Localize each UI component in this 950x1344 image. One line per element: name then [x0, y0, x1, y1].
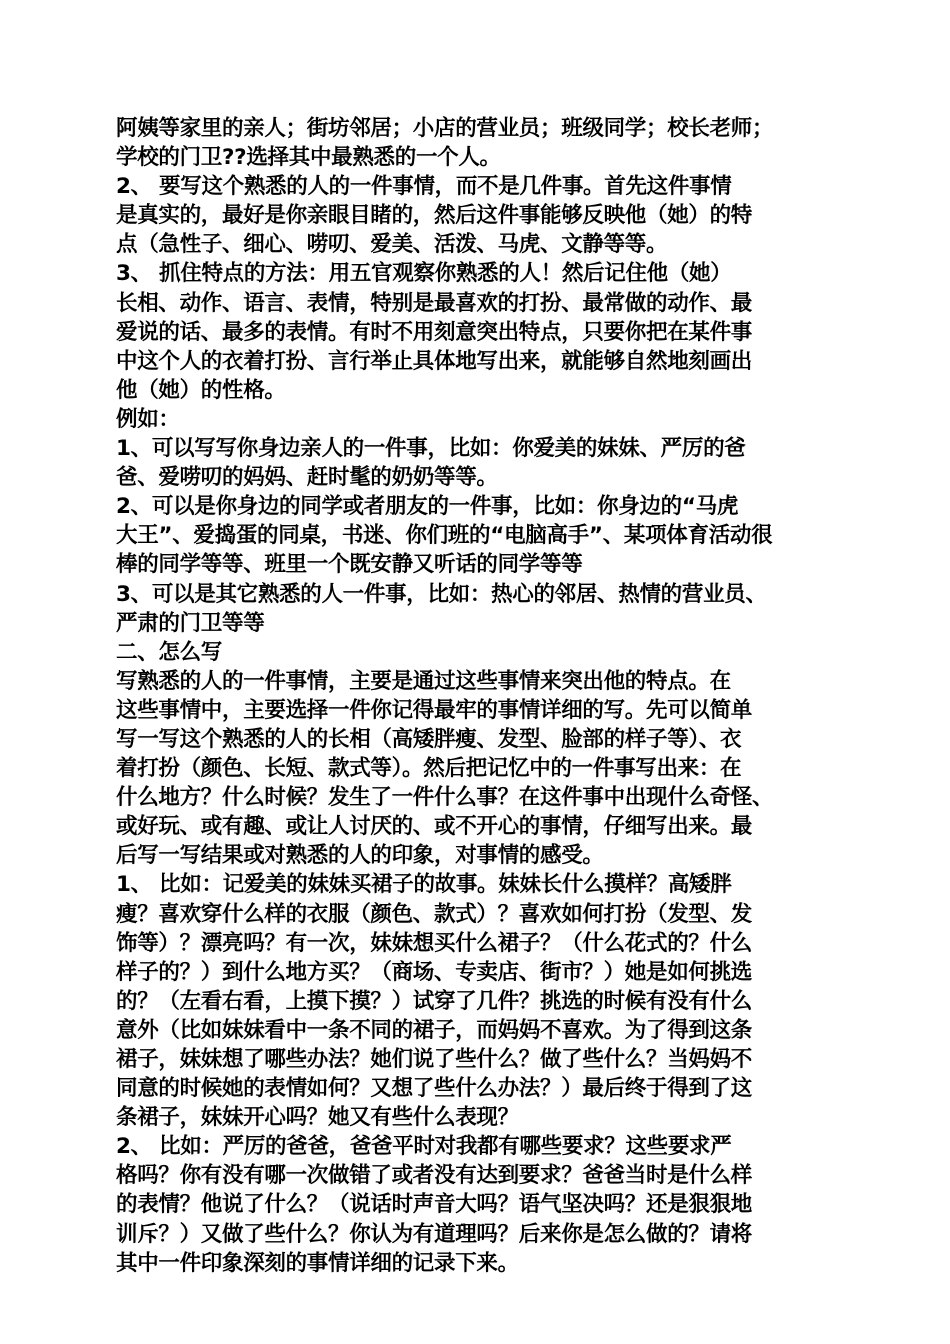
text-line: 1、可以写写你身边亲人的一件事，比如：你爱美的妹妹、严厉的爸 [116, 436, 746, 462]
text-line: 条裙子，妹妹开心吗？她又有些什么表现？ [116, 1105, 519, 1131]
text-line: 饰等）？漂亮吗？有一次，妹妹想买什么裙子？（什么花式的？什么 [116, 930, 753, 956]
text-line: 训斥？）又做了些什么？你认为有道理吗？后来你是怎么做的？请将 [116, 1221, 753, 1247]
text-line: 点（急性子、细心、唠叨、爱美、活泼、马虎、文静等等。 [116, 232, 668, 258]
text-line: 2、 比如：严厉的爸爸，爸爸平时对我都有哪些要求？这些要求严 [116, 1134, 732, 1160]
text-line: 着打扮（颜色、长短、款式等）。然后把记忆中的一件事写出来：在 [116, 756, 742, 782]
text-line: 阿姨等家里的亲人；街坊邻居；小店的营业员；班级同学；校长老师； [116, 116, 774, 141]
text-line: 严肃的门卫等等 [116, 610, 265, 636]
text-line: 长相、动作、语言、表情，特别是最喜欢的打扮、最常做的动作、最 [116, 290, 753, 316]
text-line: 是真实的，最好是你亲眼目睹的，然后这件事能够反映他（她）的特 [116, 203, 753, 229]
document-body [116, 114, 846, 1278]
text-line: 他（她）的性格。 [116, 377, 286, 403]
text-line: 棒的同学等等、班里一个既安静又听话的同学等等 [116, 552, 583, 578]
text-line: 写熟悉的人的一件事情，主要是通过这些事情来突出他的特点。在 [116, 668, 731, 694]
text-line: 什么地方？什么时候？发生了一件什么事？在这件事中出现什么奇怪、 [116, 785, 774, 811]
text-line: 1、 比如：记爱美的妹妹买裙子的故事。妹妹长什么摸样？高矮胖 [116, 872, 732, 898]
text-line: 同意的时候她的表情如何？又想了些什么办法？）最后终于得到了这 [116, 1076, 753, 1102]
text-line: 意外（比如妹妹看中一条不同的裙子，而妈妈不喜欢。为了得到这条 [116, 1017, 753, 1043]
text-line: 大王”、爱捣蛋的同桌，书迷、你们班的“电脑高手”、某项体育活动很 [116, 523, 773, 549]
text-line: 样子的？）到什么地方买？（商场、专卖店、街市？）她是如何挑选 [116, 959, 753, 985]
text-line: 爱说的话、最多的表情。有时不用刻意突出特点，只要你把在某件事 [116, 319, 753, 345]
text-line: 的？（左看右看，上摸下摸？）试穿了几件？挑选的时候有没有什么 [116, 988, 753, 1014]
text-line: 2、可以是你身边的同学或者朋友的一件事，比如：你身边的“马虎 [116, 494, 739, 520]
text-line: 3、可以是其它熟悉的人一件事，比如：热心的邻居、热情的营业员、 [116, 581, 767, 607]
section-heading: 二、怎么写 [116, 639, 223, 665]
section-heading: 例如： [116, 406, 180, 432]
text-line: 或好玩、或有趣、或让人讨厌的、或不开心的事情，仔细写出来。最 [116, 814, 753, 840]
text-line: 爸、爱唠叨的妈妈、赶时髦的奶奶等等。 [116, 465, 498, 491]
text-line: 2、 要写这个熟悉的人的一件事情，而不是几件事。首先这件事情 [116, 174, 732, 200]
text-line: 3、 抓住特点的方法：用五官观察你熟悉的人！然后记住他（她） [116, 261, 732, 287]
text-line: 瘦？喜欢穿什么样的衣服（颜色、款式）？喜欢如何打扮（发型、发 [116, 901, 753, 927]
text-line: 写一写这个熟悉的人的长相（高矮胖瘦、发型、脸部的样子等）、衣 [116, 726, 742, 752]
text-line: 格吗？你有没有哪一次做错了或者没有达到要求？爸爸当时是什么样 [116, 1163, 753, 1189]
text-line: 后写一写结果或对熟悉的人的印象，对事情的感受。 [116, 843, 604, 869]
text-line: 裙子，妹妹想了哪些办法？她们说了些什么？做了些什么？当妈妈不 [116, 1047, 753, 1072]
text-line: 其中一件印象深刻的事情详细的记录下来。 [116, 1250, 519, 1276]
text-line: 的表情？他说了什么？（说话时声音大吗？语气坚决吗？还是狠狠地 [116, 1192, 753, 1218]
text-line: 这些事情中，主要选择一件你记得最牢的事情详细的写。先可以简单 [116, 697, 753, 723]
text-line: 学校的门卫??选择其中最熟悉的一个人。 [116, 145, 501, 171]
text-line: 中这个人的衣着打扮、言行举止具体地写出来，就能够自然地刻画出 [116, 348, 753, 374]
